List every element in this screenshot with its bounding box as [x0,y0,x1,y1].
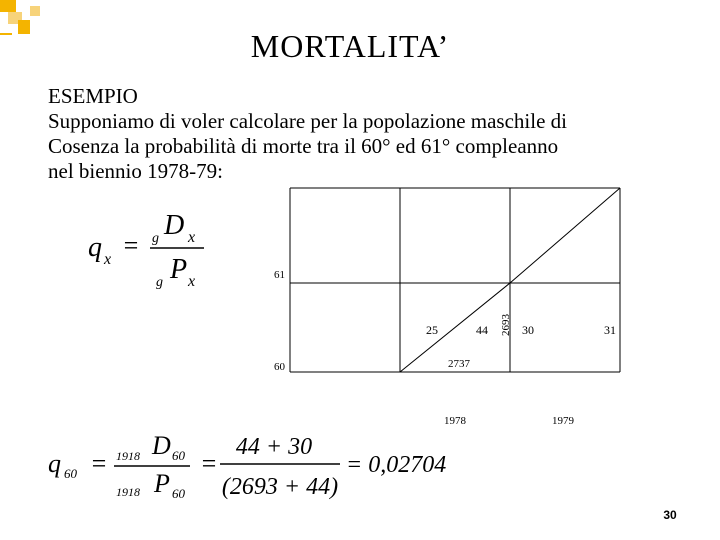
numerator-symbol: D [152,431,171,460]
population-label-61: 2693 [500,314,512,336]
age-label-60: 60 [274,361,285,373]
equals-sign: = [200,449,218,478]
denominator-symbol: P [154,469,170,498]
example-heading: ESEMPIO [48,84,138,108]
lexis-diagram [270,186,616,434]
denominator-prefix: 1918 [116,485,140,499]
year-label-1979: 1979 [552,415,574,427]
mortality-formula-general [80,200,220,300]
deaths-value: 25 [426,323,438,337]
denominator-prefix: g [156,275,163,290]
deaths-value: 30 [522,323,534,337]
numerator-sub: x [188,229,196,246]
denominator-symbol: P [170,254,188,285]
numerator-prefix: 1918 [116,449,140,463]
body-line: Supponiamo di voler calcolare per la popolazione maschile di [48,109,567,133]
page-number: 30 [663,508,677,522]
result-value: = 0,02704 [346,452,447,478]
cohort-line-1918-continuation [510,188,620,283]
mortality-formula-example [44,428,504,504]
numerator-prefix: g [152,231,159,246]
equals-sign: = [122,231,140,260]
slide-body [48,84,688,184]
numerator-sub: 60 [172,448,185,463]
slide-title: MORTALITA’ [250,28,450,64]
year-label-1978: 1978 [444,415,466,427]
population-label-60: 2737 [448,358,470,370]
formula-lhs: q [88,232,102,263]
formula-lhs-sub: 60 [64,466,77,481]
numerator-expression: 44 + 30 [235,434,313,460]
formula-lhs: q [48,449,61,478]
deaths-value: 31 [604,323,616,337]
formula-lhs-sub: x [104,251,112,268]
denominator-expression: (2693 + 44) [221,474,339,500]
body-line: nel biennio 1978-79: [48,159,223,183]
numerator-symbol: D [164,210,185,241]
deaths-value: 44 [476,323,488,337]
denominator-sub: 60 [172,486,185,501]
age-label-61: 61 [274,269,285,281]
denominator-sub: x [188,273,196,290]
body-line: Cosenza la probabilità di morte tra il 60° ed 61° compleanno [48,134,559,158]
equals-sign: = [90,449,108,478]
